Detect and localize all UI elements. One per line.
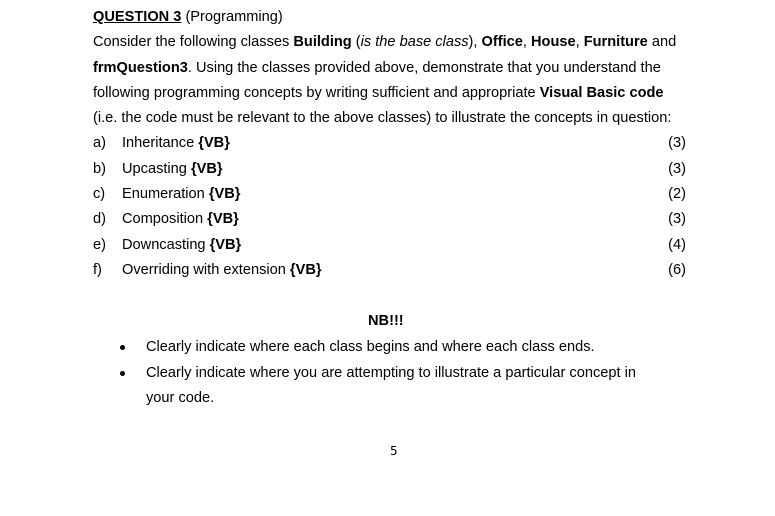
item-text [122, 261, 322, 279]
bullet-text: Clearly indicate where you are attempting to illustrate a particular concept in [146, 365, 636, 381]
bullet-text: your code. [146, 390, 215, 406]
class-name-frmquestion3: frmQuestion3 [93, 60, 188, 76]
page-number: 5 [390, 444, 398, 458]
intro-text: . Using the classes provided above, demonstrate that you understand the [187, 60, 661, 76]
question-heading-label: QUESTION 3 [93, 9, 182, 25]
item-text [122, 185, 240, 203]
item-tag: {VB} [209, 237, 242, 253]
question-item-c [93, 185, 693, 203]
item-letter: b) [93, 161, 106, 177]
intro-line-4 [93, 109, 671, 127]
question-item-d [93, 210, 693, 228]
class-name-building: Building [293, 34, 352, 50]
item-marks: (2) [668, 186, 686, 202]
nb-heading: NB!!! [368, 313, 404, 329]
intro-text: and [647, 34, 677, 50]
item-text [122, 236, 241, 254]
intro-text: following programming concepts by writing sufficient and appropriate [93, 85, 540, 101]
item-tag: {VB} [289, 262, 322, 278]
intro-text: , [575, 34, 584, 50]
bullet-icon [120, 371, 125, 376]
intro-line-2 [93, 59, 661, 77]
item-tag: {VB} [190, 161, 223, 177]
question-item-f [93, 261, 693, 279]
class-name-house: House [531, 34, 576, 50]
question-item-e [93, 236, 693, 254]
item-label: Downcasting [122, 237, 210, 253]
item-label: Enumeration [122, 186, 209, 202]
item-letter: f) [93, 262, 102, 278]
item-letter: d) [93, 211, 106, 227]
question-heading [93, 8, 283, 26]
item-letter: c) [93, 186, 106, 202]
item-label: Overriding with extension [122, 262, 290, 278]
item-marks: (4) [668, 237, 686, 253]
item-text [122, 134, 230, 152]
item-tag: {VB} [198, 135, 230, 151]
intro-text: , [522, 34, 531, 50]
item-label: Inheritance [122, 135, 199, 151]
item-label: Composition [122, 211, 208, 227]
visual-basic-code-label: Visual Basic code [539, 85, 664, 101]
item-letter: e) [93, 237, 106, 253]
item-label: Upcasting [122, 161, 191, 177]
intro-text: (i.e. the code must be relevant to the above classes) to illustrate the concepts in question: [93, 110, 672, 126]
item-tag: {VB} [208, 186, 241, 202]
class-name-office: Office [481, 34, 523, 50]
intro-text: ), [468, 34, 482, 50]
item-text [122, 210, 239, 228]
base-class-note: is the base class [360, 34, 469, 50]
question-heading-suffix: (Programming) [181, 9, 283, 25]
bullet-icon [120, 345, 125, 350]
intro-text: ( [351, 34, 361, 50]
item-tag: {VB} [207, 211, 239, 227]
item-text [122, 160, 223, 178]
intro-line-1 [93, 33, 676, 51]
bullet-text: Clearly indicate where each class begins and where each class ends. [146, 339, 595, 355]
class-name-furniture: Furniture [583, 34, 648, 50]
item-marks: (6) [668, 262, 686, 278]
question-item-a [93, 134, 693, 152]
item-marks: (3) [668, 161, 686, 177]
intro-text: Consider the following classes [93, 34, 294, 50]
intro-line-3 [93, 84, 664, 102]
item-marks: (3) [668, 135, 686, 151]
item-letter: a) [93, 135, 106, 151]
item-marks: (3) [668, 211, 686, 227]
question-item-b [93, 160, 693, 178]
